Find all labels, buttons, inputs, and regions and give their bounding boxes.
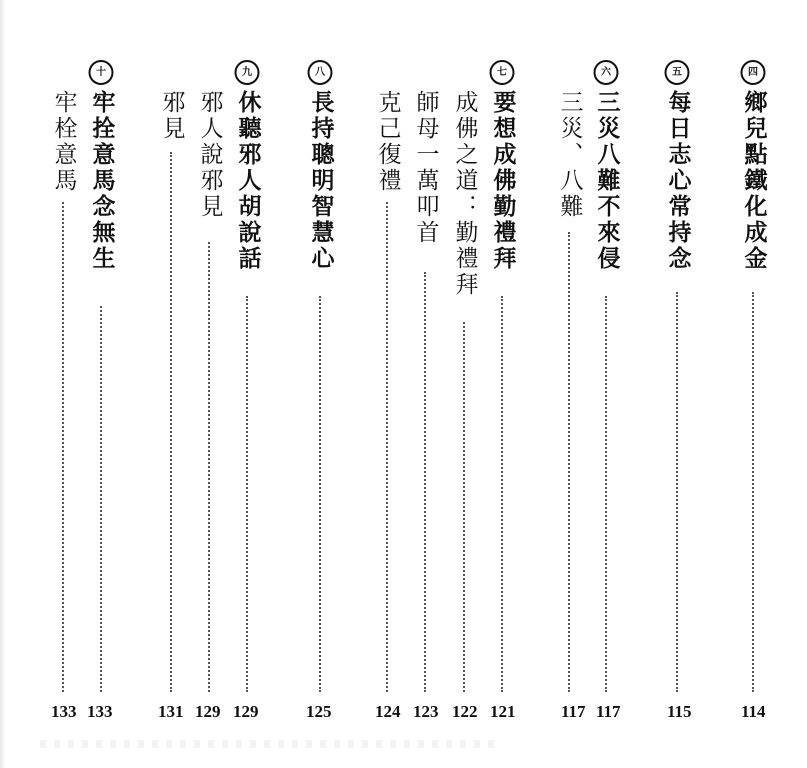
toc-entry-title: [308, 60, 333, 272]
entry-text: 邪人說邪見: [196, 90, 223, 220]
entry-text: 鄉兒點鐵化成金: [740, 90, 767, 272]
leader-dots: [386, 202, 388, 692]
entry-text: 成佛之道：勤禮拜: [451, 90, 478, 298]
toc-entry: [151, 60, 191, 696]
toc-entry-title: [160, 90, 183, 142]
toc-entry: [367, 60, 407, 696]
leader-dots: [752, 292, 754, 692]
toc-entry-title: [414, 90, 437, 246]
page-number: 129: [233, 702, 259, 721]
leader-dots: [208, 242, 210, 692]
toc-entry-title: [52, 90, 75, 194]
entry-text: 三災八難不來侵: [593, 90, 620, 272]
page-number: 123: [413, 702, 439, 721]
page-number: 125: [306, 702, 332, 721]
leader-dots: [424, 272, 426, 692]
entry-text: 牢栓意馬: [50, 90, 77, 194]
toc-entry: [81, 60, 121, 696]
leader-dots: [605, 296, 607, 692]
entry-number-mark: 四: [741, 60, 766, 85]
entry-number-mark: 九: [235, 60, 260, 85]
leader-dots: [246, 296, 248, 692]
entry-text: 牢拴意馬念無生: [88, 90, 115, 272]
leader-dots: [676, 292, 678, 692]
entry-number-mark: 六: [594, 60, 619, 85]
toc-entry-title: [558, 90, 581, 220]
entry-text: 要想成佛勤禮拜: [489, 90, 516, 272]
leader-dots: [62, 202, 64, 692]
toc-entry: [482, 60, 522, 696]
entry-number-mark: 七: [490, 60, 515, 85]
toc-entry-title: [741, 60, 766, 272]
toc-entry-title: [376, 90, 399, 194]
toc-entry: [444, 60, 484, 696]
toc-entry-title: [490, 60, 515, 272]
entry-number-mark: 八: [308, 60, 333, 85]
entry-text: 師母一萬叩首: [412, 90, 439, 246]
entry-number-mark: 十: [89, 60, 114, 85]
leader-dots: [501, 296, 503, 692]
entry-text: 長持聰明智慧心: [307, 90, 334, 272]
page-number: 117: [596, 702, 621, 721]
scan-edge-shadow: [0, 0, 6, 768]
leader-dots: [568, 232, 570, 692]
leader-dots: [100, 306, 102, 692]
toc-entry-title: [453, 90, 476, 298]
toc-entry-title: [594, 60, 619, 272]
page-number: 114: [741, 702, 766, 721]
page-number: 121: [490, 702, 516, 721]
page-number: 124: [375, 702, 401, 721]
page-number: 133: [51, 702, 77, 721]
toc-entry: [43, 60, 83, 696]
toc-entry-title: [235, 60, 260, 272]
toc-entry-title: [198, 90, 221, 220]
toc-entry: [189, 60, 229, 696]
entry-text: 三災、八難: [556, 90, 583, 220]
page-number: 133: [87, 702, 113, 721]
page-number: 122: [452, 702, 478, 721]
toc-entry: [300, 60, 340, 696]
leader-dots: [463, 322, 465, 692]
toc-entry: [227, 60, 267, 696]
entry-text: 邪見: [158, 90, 185, 142]
page-number: 115: [667, 702, 692, 721]
leader-dots: [319, 296, 321, 692]
page-number: 131: [158, 702, 184, 721]
toc-entry: [405, 60, 445, 696]
toc-entry: [733, 60, 773, 696]
toc-entry: [657, 60, 697, 696]
toc-entry: [586, 60, 626, 696]
entry-text: 休聽邪人胡說話: [234, 90, 261, 272]
toc-entry-title: [665, 60, 690, 272]
scan-bottom-noise: [40, 740, 500, 748]
leader-dots: [170, 152, 172, 692]
toc-entry-title: [89, 60, 114, 272]
page-number: 117: [561, 702, 586, 721]
page-number: 129: [195, 702, 221, 721]
entry-text: 克己復禮: [374, 90, 401, 194]
entry-number-mark: 五: [665, 60, 690, 85]
toc-entry: [549, 60, 589, 696]
entry-text: 每日志心常持念: [664, 90, 691, 272]
